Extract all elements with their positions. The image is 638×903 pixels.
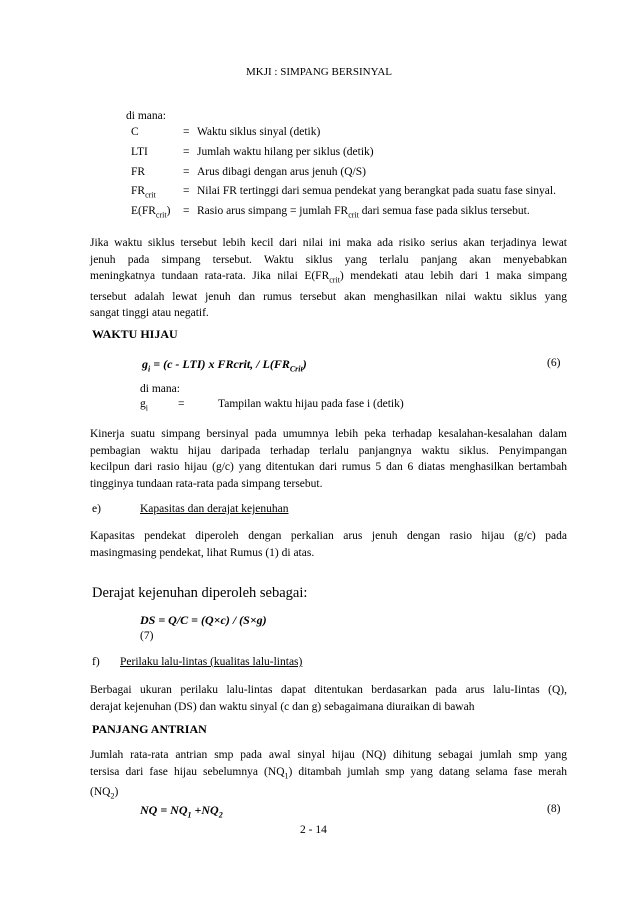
def-sym-frcrit: $FR_{crit}$ bbox=[131, 185, 156, 200]
paragraph-traffic-behaviour bbox=[90, 682, 567, 715]
def-desc-c: Waktu siklus sinyal (detik) bbox=[197, 126, 321, 138]
page-header: MKJI : SIMPANG BERSINYAL bbox=[246, 66, 392, 78]
section-title-traffic-behaviour: Perilaku lalu-lintas (kualitas lalu-lintas) bbox=[120, 656, 303, 668]
text-line: meningkatnya tundaan rata-rata. Jika nilai $E(FR_{crit})$ mendekati atau lebih dari 1 maka simpang bbox=[90, 270, 567, 285]
paragraph-capacity bbox=[90, 528, 567, 561]
def-eq: = bbox=[183, 126, 190, 138]
def-desc-fr: Arus dibagi dengan arus jenuh (Q/S) bbox=[197, 166, 366, 178]
text-line: tersisa dari fase hijau sebelumnya $(NQ_1)$ ditambah jumlah smp yang datang selama fase merah bbox=[90, 765, 567, 780]
text-line: Kinerja suatu simpang bersinyal pada umumnya lebih peka terhadap kesalahan-kesalahan dalam bbox=[90, 428, 567, 440]
def-eq: = bbox=[178, 398, 185, 410]
text-line: jenuh pada simpang tersebut. Waktu siklus yang terlalu panjang akan menyebabkan bbox=[90, 253, 567, 266]
def-sym-lti: LTI bbox=[131, 146, 148, 158]
section-heading-green-time: WAKTU HIJAU bbox=[92, 327, 178, 341]
section-heading-queue-length: PANJANG ANTRIAN bbox=[92, 722, 207, 736]
def-sym-c: C bbox=[131, 126, 139, 138]
where-label: di mana: bbox=[140, 383, 180, 395]
definitions-intro: di mana: bbox=[126, 110, 166, 122]
def-desc-lti: Jumlah waktu hilang per siklus (detik) bbox=[197, 146, 374, 158]
def-eq: = bbox=[183, 166, 190, 178]
def-desc-frcrit: Nilai FR tertinggi dari semua pendekat yang berangkat pada suatu fase sinyal. bbox=[197, 185, 556, 197]
def-sym-gi: $g_i$ bbox=[140, 398, 148, 413]
page-number: 2 - 14 bbox=[300, 824, 327, 836]
paragraph-green-time bbox=[90, 426, 567, 492]
text-line: $(NQ_2)$ bbox=[90, 786, 119, 801]
text-line: Jika waktu siklus tersebut lebih kecil dari nilai ini maka ada risiko serius akan terjadinya lewat bbox=[90, 237, 567, 249]
text-line: masingmasing pendekat, lihat Rumus (1) di atas. bbox=[90, 546, 315, 559]
def-sym-fr: FR bbox=[131, 166, 146, 178]
def-sym-efrcrit: $E(FR_{crit})$ bbox=[131, 205, 171, 220]
ds-intro: Derajat kejenuhan diperoleh sebagai: bbox=[92, 585, 308, 601]
text-line: tingginya tundaan rata-rata pada simpang tersebut. bbox=[90, 477, 323, 490]
formula-number: (7) bbox=[140, 630, 154, 642]
text-line: derajat kejenuhan (DS) dan waktu sinyal (c dan g) sebagaimana diuraikan di bawah bbox=[90, 700, 475, 713]
formula-number: (6) bbox=[547, 357, 561, 369]
text-line: pembagian waktu hijau daripada terhadap terlalu panjangnya waktu siklus. Penyimpangan bbox=[90, 444, 567, 457]
text-line: sangat tinggi atau negatif. bbox=[90, 307, 209, 320]
section-letter-e: e) bbox=[92, 503, 101, 515]
paragraph-cycle-time bbox=[90, 235, 567, 322]
formula-ds: DS = Q/C = (Q×c) / (S×g) bbox=[140, 613, 267, 627]
formula-number: (8) bbox=[547, 803, 561, 815]
text-line: kecilpun dari rasio hijau (g/c) yang ditentukan dari rumus 5 dan 6 diatas menghasilkan bertambah bbox=[90, 461, 567, 473]
text-line: tersebut adalah lewat jenuh dan rumus tersebut akan menghasilkan nilai waktu siklus yang bbox=[90, 290, 567, 303]
formula-queue: NQ = $NQ_1 +NQ_2$ bbox=[140, 803, 223, 820]
def-eq: = bbox=[183, 146, 190, 158]
def-desc-efrcrit: Rasio arus simpang = jumlah $FR_{crit}$ dari semua fase pada siklus tersebut. bbox=[197, 205, 530, 220]
def-eq: = bbox=[183, 185, 190, 197]
section-title-capacity: Kapasitas dan derajat kejenuhan bbox=[140, 503, 289, 515]
text-line: Berbagai ukuran perilaku lalu-lintas dapat ditentukan berdasarkan pada arus lalu-Iintas (Q), bbox=[90, 684, 567, 696]
formula-green-time: $g_i = (c - LTI)$ x FRcrit, / $L(FR_{Crit})$ bbox=[142, 357, 307, 374]
text-line: Kapasitas pendekat diperoleh dengan perkalian arus jenuh dengan rasio hijau (g/c) pada bbox=[90, 530, 567, 542]
paragraph-queue bbox=[90, 747, 567, 805]
text-line: Jumlah rata-rata antrian smp pada awal sinyal hijau (NQ) dihitung sebagai jumlah smp yang bbox=[90, 749, 567, 761]
section-letter-f: f) bbox=[92, 656, 100, 668]
def-desc-gi: Tampilan waktu hijau pada fase i (detik) bbox=[218, 398, 404, 410]
def-eq: = bbox=[183, 205, 190, 217]
